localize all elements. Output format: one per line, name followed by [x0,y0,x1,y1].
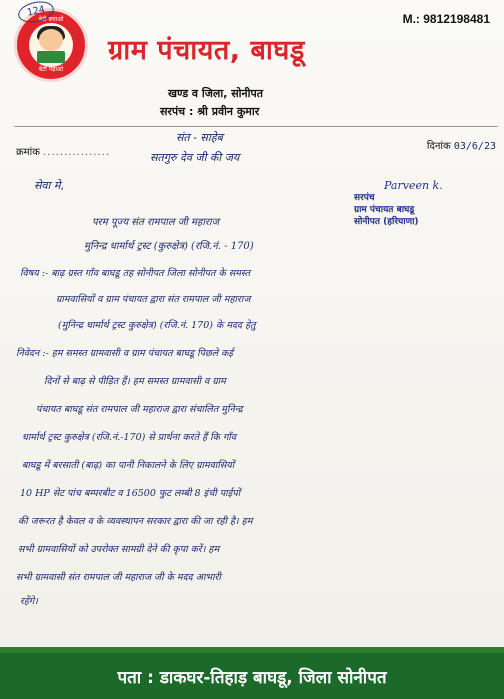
dinank-label: दिनांक [426,141,451,152]
request-line-1: निवेदन :- हम समस्त ग्रामवासी व ग्राम पंचायत बाघडू पिछले कई [16,348,234,359]
salutation: सेवा मे, [34,179,64,192]
request-line-6: 10 HP सेट पांच बम्परबीट व 16500 फुट लम्बी 8 इंची पाईपों [20,488,241,499]
letterhead-title: ग्राम पंचायत, बाघडू [108,35,305,66]
date-value: 03/6/23 [453,141,496,152]
invocation-line-1: संत - साहेब [176,131,223,144]
date-field [427,138,496,152]
footer-band [0,647,504,699]
addressee-line-2: मुनिन्द्र धार्मार्थ ट्रस्ट (कुरुक्षेत्र) (रजि.नं. - 170) [84,241,254,252]
kramank-dots: ................ [43,147,110,158]
request-line-8: सभी ग्रामवासियों को उपरोक्त सामग्री देने की कृपा करें। हम [18,544,220,555]
mobile-number: M.: 9812198481 [402,12,490,26]
seal-line-3: सोनीपत (हरियाणा) [354,217,419,227]
kramank-label: क्रमांक [16,147,40,158]
serial-number-stamp: 124 [16,0,55,26]
request-line-5: बाघडू में बरसाती (बाढ़) का पानी निकालने के लिए ग्रामवासियों [22,460,235,471]
book-icon [37,51,65,63]
addressee-line-1: परम पूज्य संत रामपाल जी महाराज [92,217,220,228]
seal-line-1: सरपंच [354,193,375,203]
request-line-3: पंचायत बाघडू संत रामपाल जी महाराज द्वारा संचालित मुनिन्द्र [36,404,243,415]
invocation-line-2: सतगुरु देव जी की जय [150,151,240,164]
subject-line-2: ग्रामवासियों व ग्राम पंचायत द्वारा संत रामपाल जी महाराज [56,294,251,305]
girl-face-icon [39,29,63,51]
reference-number-field [16,144,110,158]
seal-line-2: ग्राम पंचायत बाघडू [354,205,415,215]
logo-bottom-text: बेटी पढ़ाओ [38,66,64,73]
sarpanch-name: सरपंच : श्री प्रवीन कुमार [160,105,260,118]
footer-address: पता : डाकघर-तिहाड़ बाघडू, जिला सोनीपत [117,668,387,688]
block-district: खण्ड व जिला, सोनीपत [168,87,263,100]
logo-emblem [29,23,73,67]
request-line-9: सभी ग्रामवासी संत रामपाल जी महाराज जी के मदद आभारी [16,572,221,583]
logo-top-text: बेटी बचाओ [38,16,64,23]
request-line-4: धार्मार्थ ट्रस्ट कुरुक्षेत्र (रजि.नं.-170) से प्रार्थना करते हैं कि गाँव [22,432,237,443]
sarpanch-signature: Parveen k. [384,179,443,192]
subject-line-3: (मुनिन्द्र धार्मार्थ ट्रस्ट कुरुक्षेत्र) (रजि.नं. 170) के मदद हेतु [58,320,256,331]
sarpanch-seal [354,180,494,228]
header-divider [14,126,498,127]
request-line-7: की जरूरत है केवल व के व्यवस्थापन सरकार द्वारा की जा रही है। हम [18,516,253,527]
subject-line-1: विषय :- बाढ़ ग्रस्त गाँव बाघडू तह सोनीपत जिला सोनीपत के समस्त [20,268,250,279]
request-line-10: रहेंगे। [20,596,38,607]
request-line-2: दिनों से बाढ़ से पीड़ित हैं। हम समस्त ग्रामवासी व ग्राम [44,376,226,387]
